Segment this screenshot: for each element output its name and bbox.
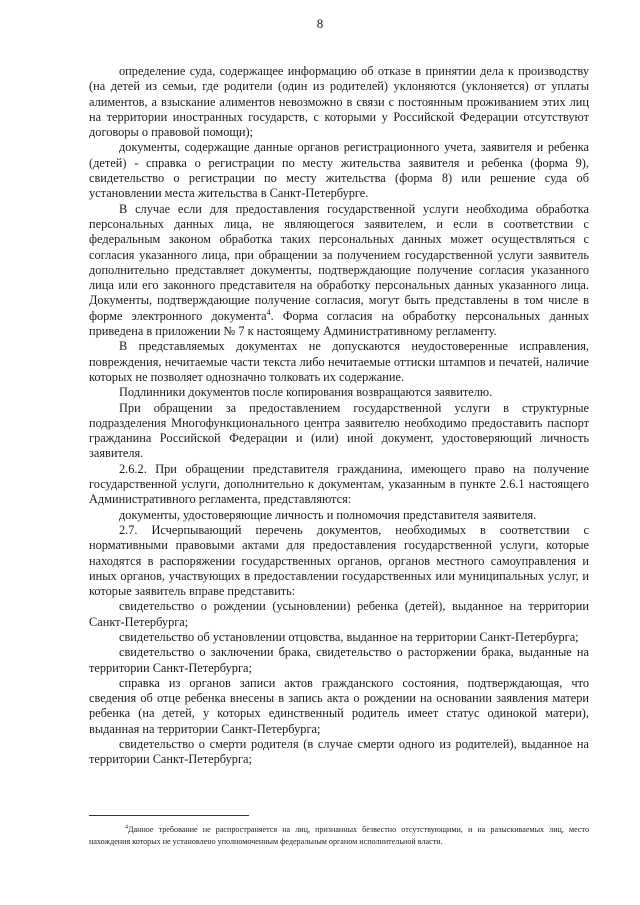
paragraph: определение суда, содержащее информацию об отказе в принятии дела к производству (на детей из семьи, где родители (один из родителей) уклоняются (уклоняется) от уплаты алиментов, а взыскание алиментов невозможно в связи с постоянным проживанием этих лиц на территории иностранных государств, с которыми у Российской Федерации отсутствуют договоры о правовой помощи); [89, 64, 589, 140]
page-number: 8 [316, 16, 324, 31]
body-text [89, 64, 589, 768]
paragraph: В представляемых документах не допускаются неудостоверенные исправления, повреждения, нечитаемые части текста либо нечитаемые оттиски штампов и печатей, наличие которых не позволяет однозначно толковать их содержание. [89, 339, 589, 384]
paragraph: свидетельство о рождении (усыновлении) ребенка (детей), выданное на территории Санкт-Петербурга; [89, 599, 589, 629]
footnote-mark: 4 [125, 824, 128, 831]
paragraph: 2.7. Исчерпывающий перечень документов, необходимых в соответствии с нормативными правовыми актами для предоставления государственной услуги, которые находятся в распоряжении государственных органов, органов местного самоуправления и иных органов, участвующих в предоставлении государственных или муниципальных услуг, и которые заявитель вправе представить: [89, 522, 589, 599]
paragraph: свидетельство об установлении отцовства, выданное на территории Санкт-Петербурга; [119, 629, 579, 644]
paragraph: При обращении за предоставлением государственной услуги в структурные подразделения Многофункционального центра заявителю необходимо предоставить паспорт гражданина Российской Федерации и (или) иной документ, удостоверяющий личность заявителя. [89, 400, 589, 461]
paragraph: справка из органов записи актов гражданского состояния, подтверждающая, что сведения об отце ребенка внесены в запись акта о рождении на основании заявления матери ребенка (на детей, у которых единственный родитель имеет статус одинокой матери), выданная на территории Санкт-Петербурга; [89, 675, 589, 736]
footnote-divider [89, 815, 249, 816]
footnote-reference[interactable]: 4 [266, 307, 271, 317]
paragraph: документы, содержащие данные органов регистрационного учета, заявителя и ребенка (детей) - справка о регистрации по месту жительства заявителя и ребенка (форма 9), свидетельство о регистрации по месту жительства (форма 8) или решение суда об установлении места жительства в Санкт-Петербурге. [89, 140, 589, 201]
paragraph: свидетельство о смерти родителя (в случае смерти одного из родителей), выданное на территории Санкт-Петербурга; [89, 737, 589, 767]
footnote-text: Данное требование не распространяется на лиц, признанных безвестно отсутствующими, и на разыскиваемых лиц, место нахождения которых не установлено уполномоченным федеральным органом исполнительной власти. [89, 825, 589, 846]
paragraph-text: В случае если для предоставления государственной услуги необходима обработка персональных данных лица, не являющегося заявителем, и если в соответствии с федеральным законом обработка таких персональных данных может осуществляться с согласия указанного лица, при обращении за получением государственной услуги заявитель дополнительно представляет документы, подтверждающие получение согласия указанного лица или его законного представителя на обработку персональных данных указанного лица. Документы, подтверждающие получение согласия, могут быть представлены в том числе в форме электронного документа [89, 201, 589, 323]
paragraph: документы, удостоверяющие личность и полномочия представителя заявителя. [119, 507, 537, 522]
paragraph [89, 202, 589, 340]
paragraph: свидетельство о заключении брака, свидетельство о расторжении брака, выданные на территории Санкт-Петербурга; [89, 645, 589, 675]
paragraph: 2.6.2. При обращении представителя гражданина, имеющего право на получение государственной услуги, дополнительно к документам, указанным в пункте 2.6.1 настоящего Административного регламента, представляются: [89, 461, 589, 507]
footnote [89, 824, 589, 848]
paragraph-text-tail: . Форма согласия на обработку персональных данных приведена в приложении № 7 к настоящему Административному регламенту. [89, 308, 589, 339]
paragraph: Подлинники документов после копирования возвращаются заявителю. [119, 385, 493, 400]
